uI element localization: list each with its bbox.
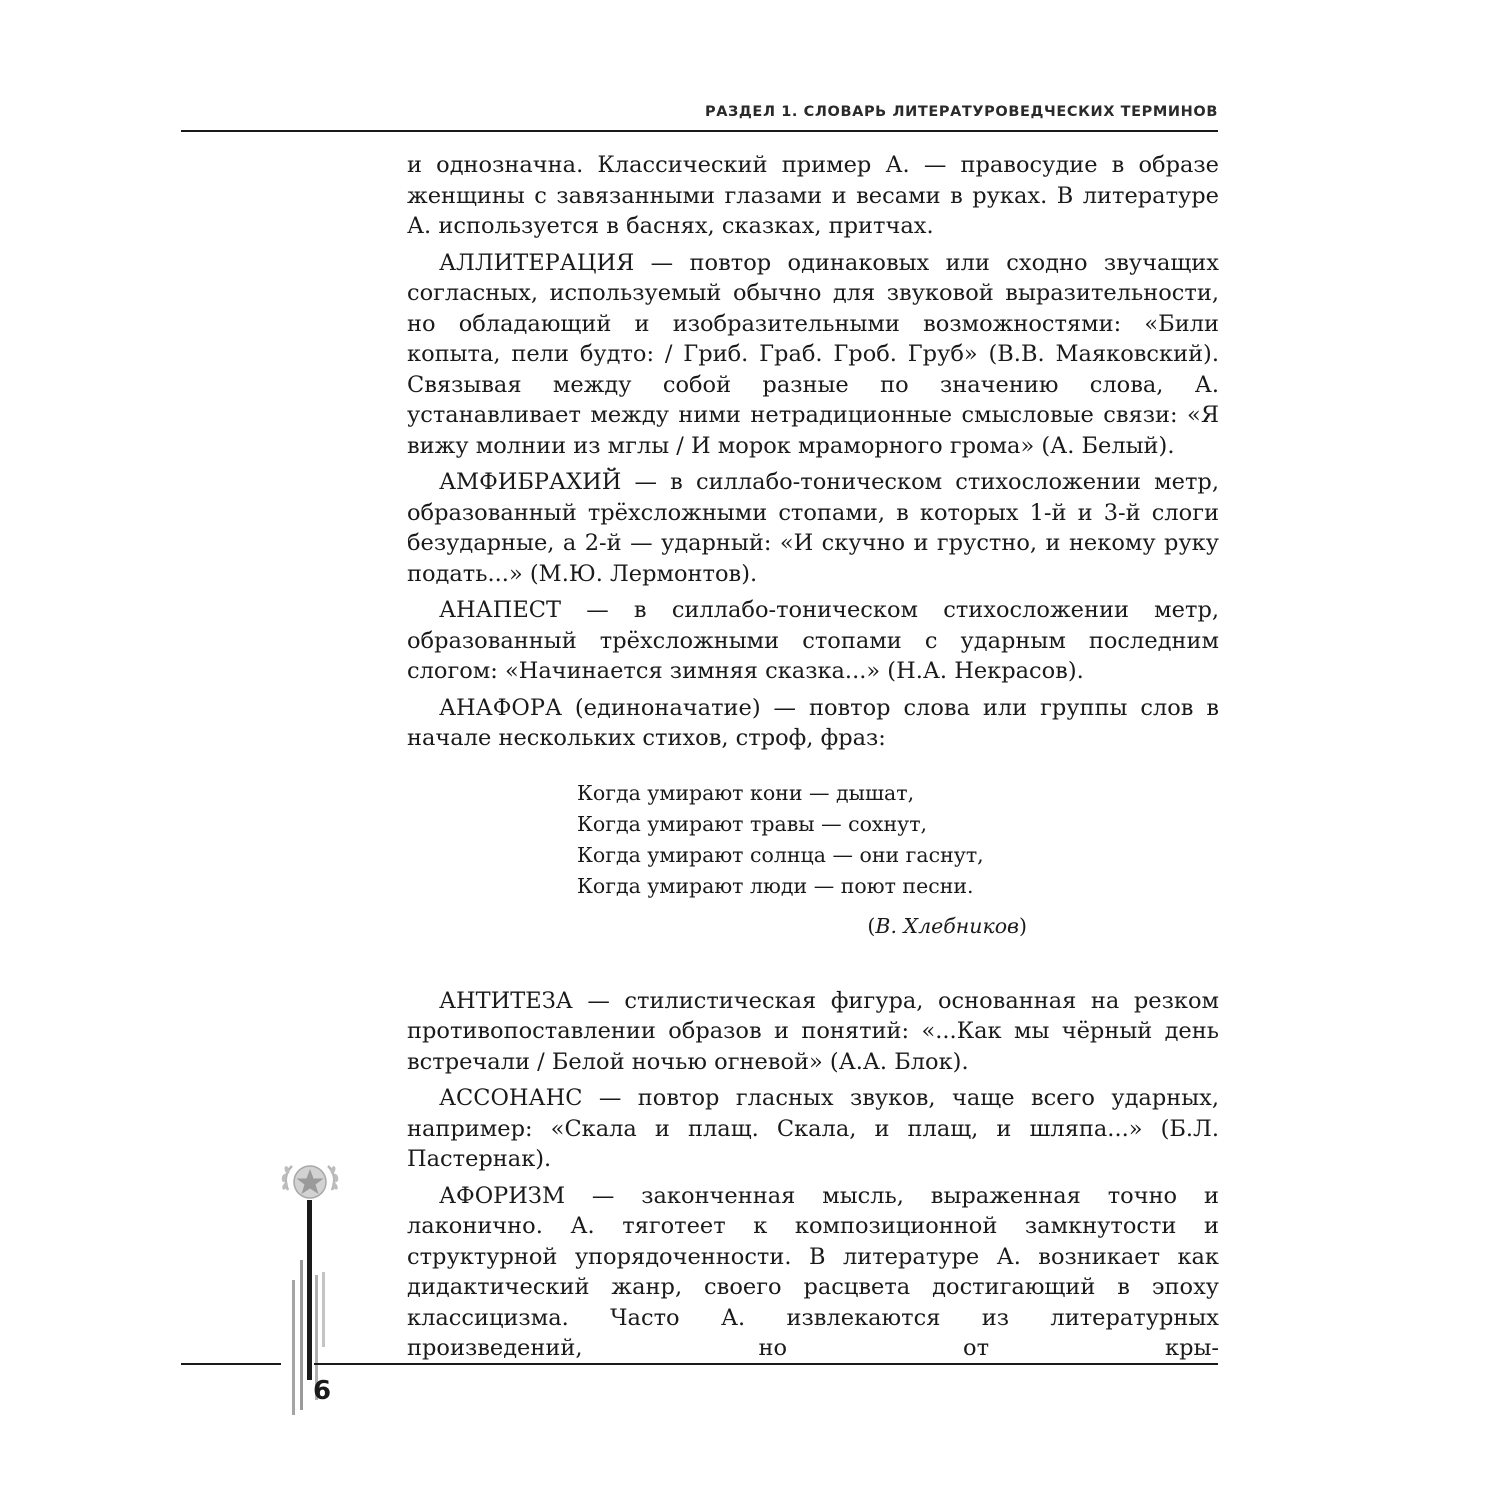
header-rule	[181, 130, 1218, 132]
attribution-open-paren: (	[867, 913, 876, 938]
poem-author: В. Хлебников	[875, 913, 1019, 938]
footer-rule-left	[181, 1363, 281, 1365]
entry-anapest: АНАПЕСТ — в силлабо-тоническом стихосложении метр, образованный трёхсложными стопами с ударным последним слогом: «Начинается зимняя сказка...» (Н.А. Некрасов).	[407, 597, 1219, 684]
entry-antithesis: АНТИТЕЗА — стилистическая фигура, основанная на резком противопоставлении образов и понятий: «...Как мы чёрный день встречали / Белой ночью огневой» (А.А. Блок).	[407, 987, 1219, 1075]
poem-line: Когда умирают солнца — они гаснут,	[577, 842, 984, 867]
entry-alliteration: АЛЛИТЕРАЦИЯ — повтор одинаковых или сходно звучащих согласных, используемый обычно для звуковой выразительности, но обладающий и изобразительными возможностями: «Били копыта, пели будто: / Гриб. Граб. Гроб. Груб» (В.В. Маяковский). Связывая между собой разные по значению слова, А. устанавливает между ними нетрадиционные смысловые связи: «Я вижу молнии из мглы / И морок мраморного грома» (А. Белый).	[407, 249, 1219, 459]
entry-continuation: и однозначна. Классический пример А. — правосудие в образе женщины с завязанными глазами и весами в руках. В литературе А. используется в баснях, сказках, притчах.	[407, 152, 1219, 239]
entry-amphibrach: АМФИБРАХИЙ — в силлабо-тоническом стихосложении метр, образованный трёхсложными стопами, в которых 1-й и 3-й слоги безударные, а 2-й — ударный: «И скучно и грустно, и некому руку подать...» (М.Ю. Лермонтов).	[407, 469, 1219, 587]
entry-assonance: АССОНАНС — повтор гласных звуков, чаще всего ударных, например: «Скала и плащ. Скала, и плащ, и шляпа...» (Б.Л. Пастернак).	[407, 1085, 1219, 1172]
page-number: 6	[313, 1376, 332, 1406]
footer-rule-right	[314, 1363, 1218, 1365]
running-head: РАЗДЕЛ 1. СЛОВАРЬ ЛИТЕРАТУРОВЕДЧЕСКИХ ТЕРМИНОВ	[704, 104, 1218, 120]
poem-quote	[577, 778, 1027, 942]
page-body	[407, 150, 1219, 1370]
star-laurel-emblem-icon	[270, 1160, 350, 1420]
poem-line: Когда умирают травы — сохнут,	[577, 811, 928, 836]
poem-line: Когда умирают люди — поют песни.	[577, 873, 974, 898]
poem-line: Когда умирают кони — дышат,	[577, 780, 915, 805]
attribution-close-paren: )	[1019, 913, 1027, 938]
entry-aphorism: АФОРИЗМ — законченная мысль, выраженная точно и лаконично. А. тяготеет к композиционной замкнутости и структурной упорядоченности. В литературе А. возникает как дидактический жанр, своего расцвета достигающий в эпоху классицизма. Часто А. извлекаются из литературных произведений, но от кры-	[407, 1182, 1219, 1361]
poem-attribution	[577, 911, 1027, 942]
entry-anaphora: АНАФОРА (единоначатие) — повтор слова или группы слов в начале нескольких стихов, строф, фраз:	[407, 694, 1219, 751]
